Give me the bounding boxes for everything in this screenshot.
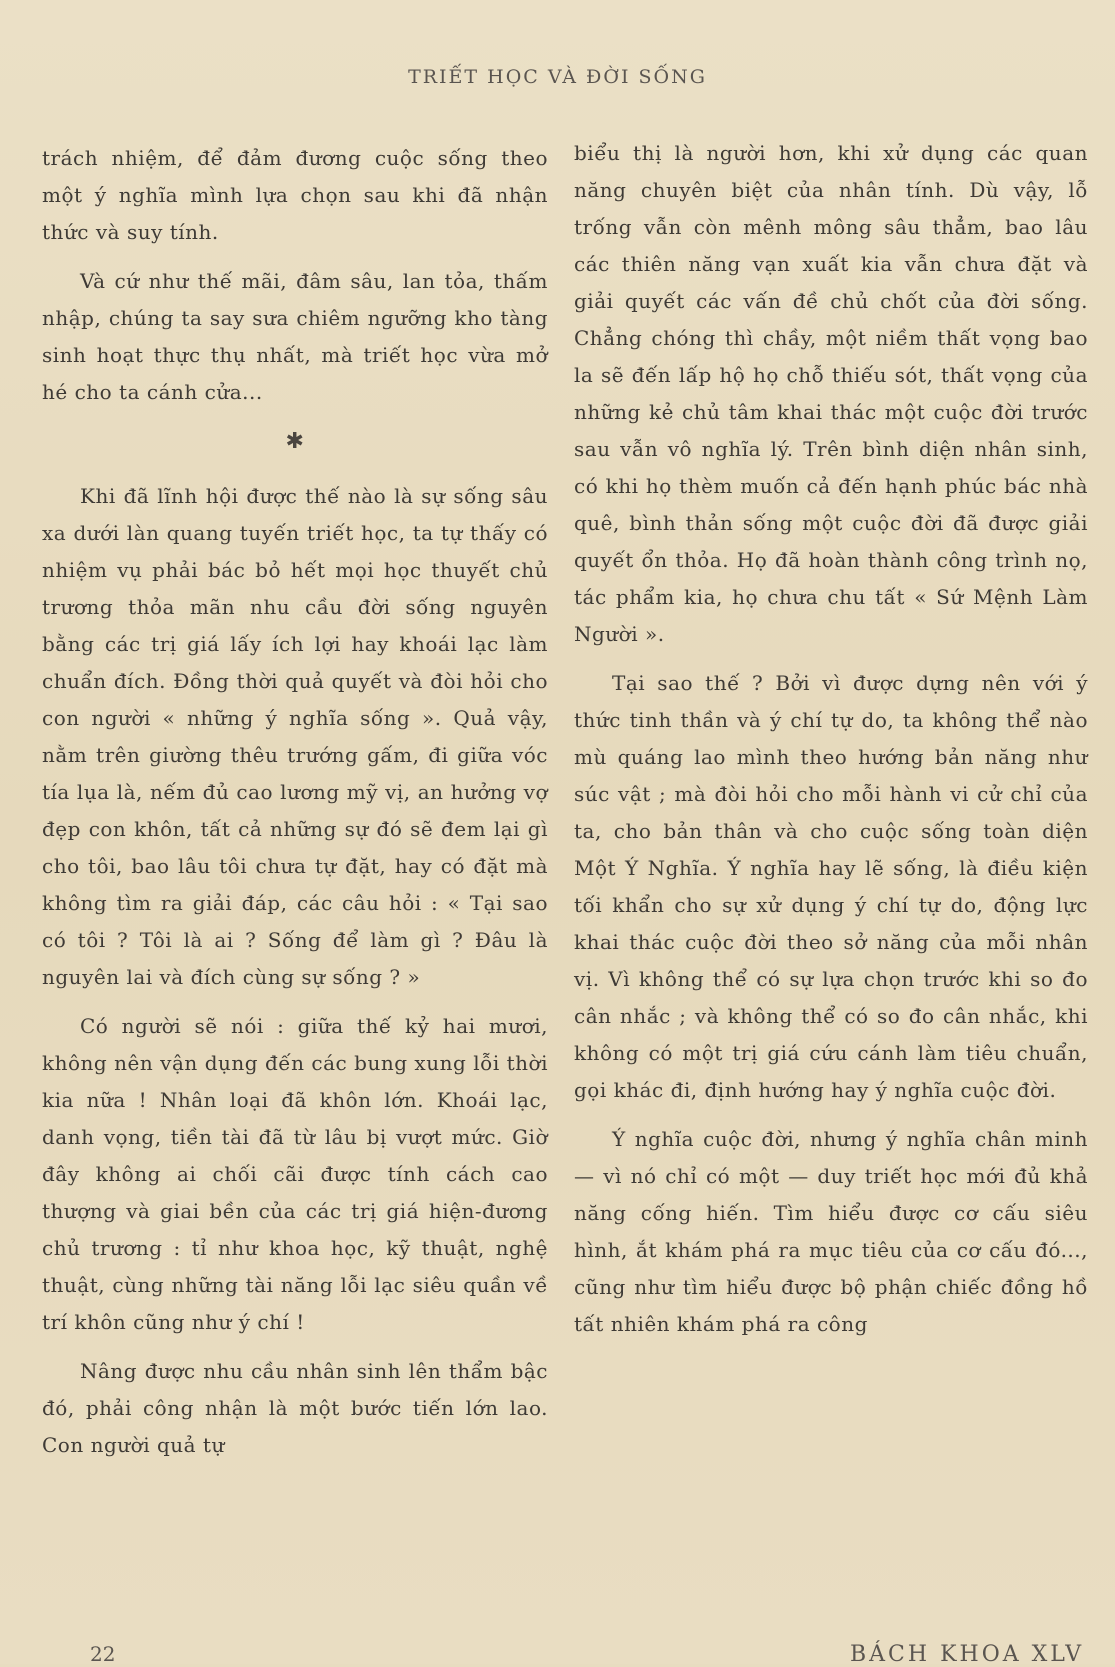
paragraph: biểu thị là người hơn, khi xử dụng các quan năng chuyên biệt của nhân tính. Dù vậy, lỗ trống vẫn còn mênh mông sâu thẳm, bao lâu các thiên năng vạn xuất kia vẫn chưa đặt và giải quyết các vấn đề chủ chốt của đời sống. Chẳng chóng thì chầy, một niềm thất vọng bao la sẽ đến lấp hộ họ chỗ thiếu sót, thất vọng của những kẻ chủ tâm khai thác một cuộc đời trước sau vẫn vô nghĩa lý. Trên bình diện nhân sinh, có khi họ thèm muốn cả đến hạnh phúc bác nhà quê, bình thản sống một cuộc đời đã được giải quyết ổn thỏa. Họ đã hoàn thành công trình nọ, tác phẩm kia, họ chưa chu tất « Sứ Mệnh Làm Người ». (574, 141, 1088, 646)
paragraph: Có người sẽ nói : giữa thế kỷ hai mươi, không nên vận dụng đến các bung xung lỗi thời kia nữa ! Nhân loại đã khôn lớn. Khoái lạc, danh vọng, tiền tài đã từ lâu bị vượt mức. Giờ đây không ai chối cãi được tính cách cao thượng và giai bền của các trị giá hiện-đương chủ trương : tỉ như khoa học, kỹ thuật, nghệ thuật, cùng những tài năng lỗi lạc siêu quần về trí khôn cũng như ý chí ! (42, 1014, 548, 1334)
section-separator-icon: ✱ (285, 429, 305, 454)
paragraph: Và cứ như thế mãi, đâm sâu, lan tỏa, thấm nhập, chúng ta say sưa chiêm ngưỡng kho tàng sinh hoạt thực thụ nhất, mà triết học vừa mở hé cho ta cánh cửa... (42, 269, 548, 404)
page-number: 22 (90, 1642, 116, 1666)
paragraph: Tại sao thế ? Bởi vì được dựng nên với ý thức tinh thần và ý chí tự do, ta không thể nào mù quáng lao mình theo hướng bản năng như súc vật ; mà đòi hỏi cho mỗi hành vi cử chỉ của ta, cho bản thân và cho cuộc sống toàn diện Một Ý Nghĩa. Ý nghĩa hay lẽ sống, là điều kiện tối khẩn cho sự xử dụng ý chí tự do, động lực khai thác cuộc đời theo sở năng của mỗi nhân vị. Vì không thể có sự lựa chọn trước khi so đo cân nhắc ; và không thể có so đo cân nhắc, khi không có một trị giá cứu cánh làm tiêu chuẩn, gọi khác đi, định hướng hay ý nghĩa cuộc đời. (574, 671, 1088, 1102)
paragraph: Nâng được nhu cầu nhân sinh lên thẩm bậc đó, phải công nhận là một bước tiến lớn lao. Con người quả tự (42, 1359, 548, 1457)
left-column (42, 140, 548, 1476)
right-column (574, 135, 1088, 1355)
running-title: TRIẾT HỌC VÀ ĐỜI SỐNG (408, 66, 707, 88)
paragraph: Khi đã lĩnh hội được thế nào là sự sống sâu xa dưới làn quang tuyến triết học, ta tự thấy có nhiệm vụ phải bác bỏ hết mọi học thuyết chủ trương thỏa mãn nhu cầu đời sống nguyên bằng các trị giá lấy ích lợi hay khoái lạc làm chuẩn đích. Đồng thời quả quyết và đòi hỏi cho con người « những ý nghĩa sống ». Quả vậy, nằm trên giường thêu trướng gấm, đi giữa vóc tía lụa là, nếm đủ cao lương mỹ vị, an hưởng vợ đẹp con khôn, tất cả những sự đó sẽ đem lại gì cho tôi, bao lâu tôi chưa tự đặt, hay có đặt mà không tìm ra giải đáp, các câu hỏi : « Tại sao có tôi ? Tôi là ai ? Sống để làm gì ? Đâu là nguyên lai và đích cùng sự sống ? » (42, 484, 548, 989)
magazine-name: BÁCH KHOA XLV (850, 1642, 1085, 1667)
paragraph: trách nhiệm, để đảm đương cuộc sống theo một ý nghĩa mình lựa chọn sau khi đã nhận thức và suy tính. (42, 146, 548, 244)
paragraph: Ý nghĩa cuộc đời, nhưng ý nghĩa chân minh — vì nó chỉ có một — duy triết học mới đủ khả năng cống hiến. Tìm hiểu được cơ cấu siêu hình, ắt khám phá ra mục tiêu của cơ cấu đó..., cũng như tìm hiểu được bộ phận chiếc đồng hồ tất nhiên khám phá ra công (574, 1127, 1088, 1336)
